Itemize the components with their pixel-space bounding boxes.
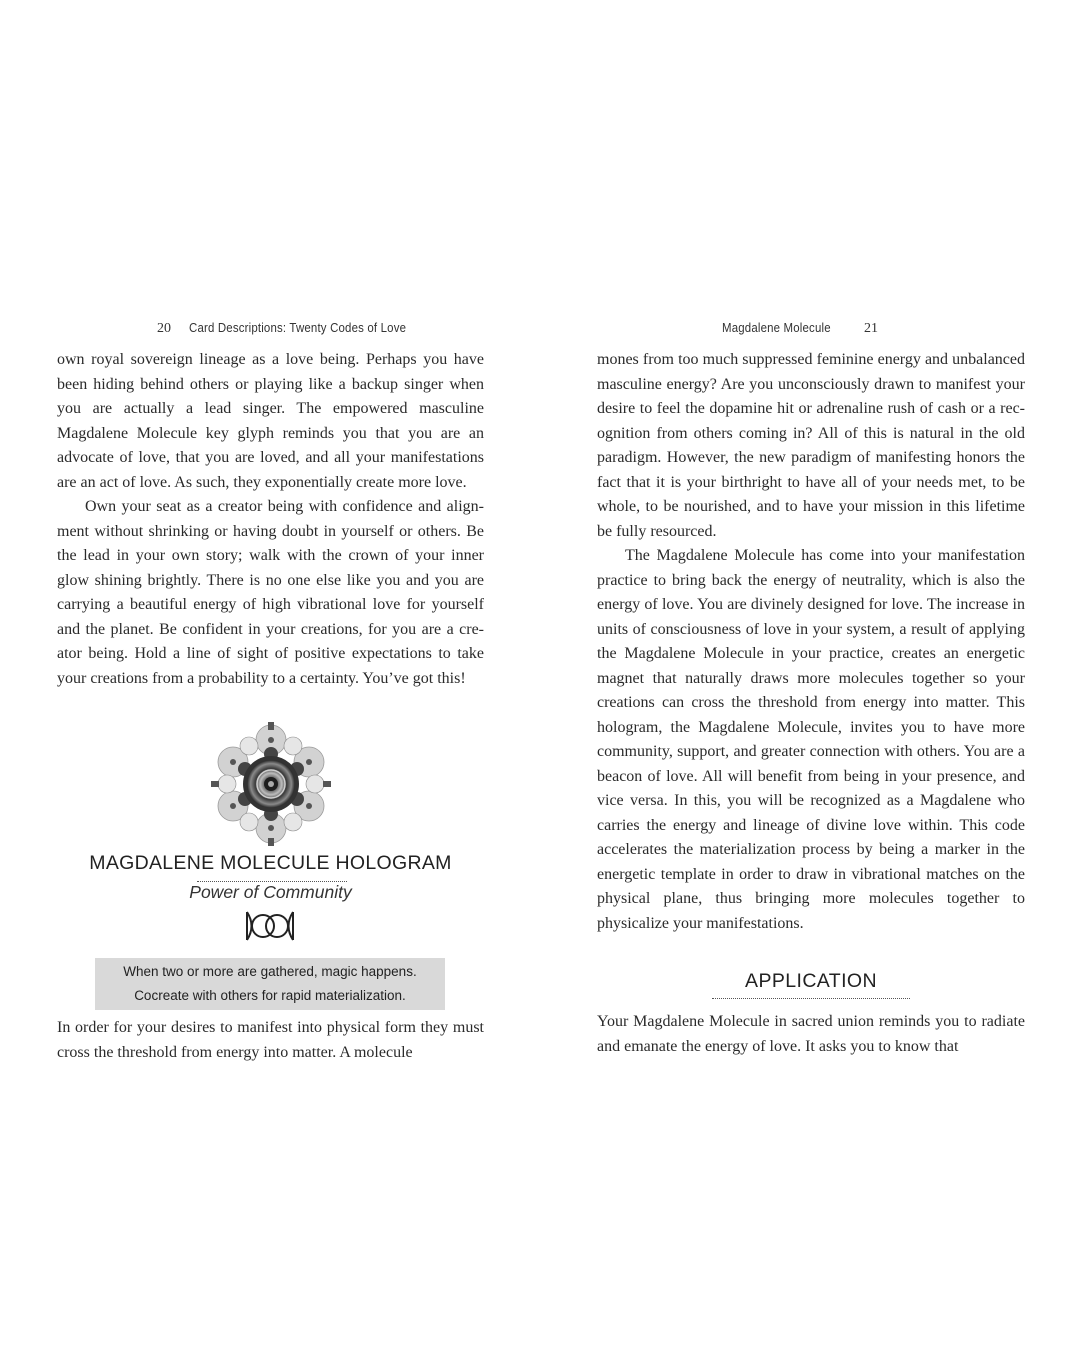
left-body-text-bottom [57, 1016, 484, 1065]
heading-dotted-rule [712, 998, 910, 999]
body-paragraph: Own your seat as a creator being with confidence and alignment without shrinking or having doubt in yourself or others. Be the lead in your own story; walk with the crown of your inner glow shining brightly. There is no one else like you and you are carrying a beautiful energy of high vibrational love for yourself and the planet. Be confident in your creations, for you are a creator being. Hold a line of sight of positive expectations to take your creations from a probability to a certainty. You’ve got this! [57, 498, 484, 687]
left-body-text-top [57, 348, 484, 691]
affirmation-line: When two or more are gathered, magic happens. [123, 964, 417, 979]
hologram-subtitle: Power of Community [189, 882, 352, 902]
right-running-head-title: Magdalene Molecule [722, 320, 832, 335]
left-page-number: 20 [157, 321, 171, 336]
body-paragraph: own royal sovereign lineage as a love being. Perhaps you have been hiding behind others or playing like a backup singer when you are actually a lead singer. The empowered masculine Magdalene Molecule key glyph reminds you that you are an advocate of love, that you are loved, and all your manifestations are an act of love. As such, they exponentially create more love. [57, 351, 484, 491]
right-page-number: 21 [864, 321, 878, 336]
body-paragraph: mones from too much suppressed feminine energy and unbalanced masculine energy? Are you unconsciously drawn to manifest your desire to feel the dopamine hit or adrenaline rush of cash or a recognition from others coming in? All of this is natural in the old paradigm. However, the new paradigm of manifesting honors the fact that it is your birthright to have all of your needs met, to be whole, to be nourished, and to have your mission in this lifetime be fully resourced. [597, 351, 1025, 540]
section-heading: APPLICATION [745, 970, 877, 992]
right-body-text-bottom [597, 1010, 1025, 1059]
hologram-title: MAGDALENE MOLECULE HOLOGRAM [89, 852, 452, 874]
body-paragraph: Your Magdalene Molecule in sacred union reminds you to radiate and emanate the energy of love. It asks you to know that [597, 1013, 1025, 1055]
body-paragraph: In order for your desires to manifest into physical form they must cross the threshold from energy into matter. A molecule [57, 1019, 484, 1061]
left-running-head-title: Card Descriptions: Twenty Codes of Love [189, 320, 407, 335]
right-running-head [722, 318, 878, 338]
right-body-text-top [597, 348, 1025, 936]
sacred-union-symbol-icon [244, 910, 296, 942]
affirmation-line: Cocreate with others for rapid materialization. [134, 988, 406, 1003]
mandala-hologram-icon [205, 718, 337, 850]
left-running-head [157, 318, 436, 338]
body-paragraph: The Magdalene Molecule has come into your manifestation practice to bring back the energy of neutrality, which is also the energy of love. You are divinely designed for love. The increase in units of consciousness of love in your system, a result of applying the Magdalene Molecule in your practice, creates an energetic magnet that naturally draws more molecules together so your creations can cross the threshold from energy into matter. This hologram, the Magdalene Molecule, invites you to have more community, support, and greater connection with others. You are a beacon of love. All will benefit from being in your presence, and vice versa. In this, you will be recognized as a Magdalene who carries the energy and lineage of divine love within. This code accelerates the materialization process by being a marker in the energetic template in order to draw in vibrational matches on the physical plane, thus bringing more molecules together to physicalize your manifestations. [597, 547, 1025, 932]
affirmation-box [95, 958, 445, 1010]
